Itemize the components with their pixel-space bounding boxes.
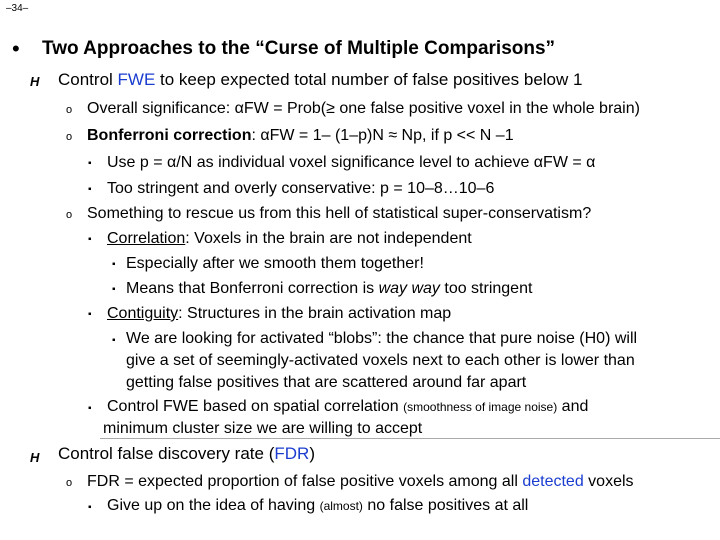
level3-marker-icon: ▪ — [88, 158, 92, 169]
blobs-line-1: We are looking for activated “blobs”: the chance that pure noise (H0) will — [126, 330, 638, 347]
fwe-heading — [58, 70, 582, 90]
fwe-spatial-b: (smoothness of image noise) — [403, 400, 558, 414]
title-bullet: • — [12, 36, 20, 61]
means-b: way way — [378, 280, 440, 297]
fdr-def-c: voxels — [583, 473, 634, 490]
blobs-line-2: give a set of seemingly-activated voxels next to each other is lower than — [126, 352, 635, 369]
bonferroni-label: Bonferroni correction — [87, 127, 252, 144]
fdr-definition — [87, 473, 634, 491]
level2-marker-icon: o — [66, 131, 73, 143]
level3-marker-icon: ▪ — [88, 403, 92, 414]
contiguity-label: Contiguity — [107, 305, 179, 322]
bonferroni-line — [87, 127, 514, 145]
correlation-label: Correlation — [107, 230, 186, 247]
bonferroni-use: Use p = α/N as individual voxel significance level to achieve αFW = α — [107, 154, 596, 171]
fwe-term: FWE — [117, 70, 156, 89]
level1-marker-icon: H — [30, 74, 40, 89]
means-c: too stringent — [439, 280, 533, 297]
fdr-heading — [58, 444, 315, 464]
bonferroni-formula: : αFW = 1– (1–p)N ≈ Np, if p << N –1 — [251, 127, 514, 144]
level2-marker-icon: o — [66, 477, 73, 489]
rescue-question: Something to rescue us from this hell of statistical super-conservatism? — [87, 205, 592, 222]
means-a: Means that Bonferroni correction is — [126, 280, 379, 297]
correlation-text: : Voxels in the brain are not independent — [185, 230, 472, 247]
fdr-suffix: ) — [309, 444, 315, 463]
fwe-spatial-c: and — [557, 398, 589, 415]
level3-marker-icon: ▪ — [88, 502, 92, 513]
correlation-means — [126, 280, 532, 298]
level4-marker-icon: ▪ — [112, 335, 116, 346]
bonferroni-stringent: Too stringent and overly conservative: p = 10–8…10–6 — [107, 180, 495, 197]
slide-title: Two Approaches to the “Curse of Multiple Comparisons” — [42, 38, 556, 59]
level3-marker-icon: ▪ — [88, 234, 92, 245]
correlation-smooth: Especially after we smooth them together! — [126, 255, 424, 272]
level4-marker-icon: ▪ — [112, 284, 116, 295]
fwe-suffix: to keep expected total number of false positives below 1 — [155, 70, 583, 89]
level3-marker-icon: ▪ — [88, 184, 92, 195]
fwe-prefix: Control — [58, 70, 118, 89]
fdr-def-a: FDR = expected proportion of false positive voxels among all — [87, 473, 523, 490]
giveup-a: Give up on the idea of having — [107, 497, 320, 514]
level2-marker-icon: o — [66, 209, 73, 221]
fwe-spatial-line-2: minimum cluster size we are willing to accept — [103, 420, 423, 437]
contiguity-text: : Structures in the brain activation map — [178, 305, 452, 322]
blobs-line-3: getting false positives that are scattered around far apart — [126, 374, 527, 391]
correlation-line — [107, 230, 472, 248]
giveup-b: (almost) — [319, 499, 363, 513]
fwe-spatial-line — [107, 398, 588, 416]
giveup-c: no false positives at all — [362, 497, 529, 514]
overall-significance: Overall significance: αFW = Prob(≥ one false positive voxel in the whole brain) — [87, 100, 640, 117]
contiguity-line — [107, 305, 451, 323]
level4-marker-icon: ▪ — [112, 259, 116, 270]
fdr-prefix: Control false discovery rate ( — [58, 444, 275, 463]
fwe-spatial-a: Control FWE based on spatial correlation — [107, 398, 404, 415]
divider — [100, 438, 720, 439]
fdr-def-b: detected — [522, 473, 584, 490]
page-number: –34– — [6, 3, 29, 14]
fdr-term: FDR — [274, 444, 310, 463]
level3-marker-icon: ▪ — [88, 309, 92, 320]
giveup-line — [107, 497, 528, 515]
level2-marker-icon: o — [66, 104, 73, 116]
level1-marker-icon: H — [30, 450, 40, 465]
